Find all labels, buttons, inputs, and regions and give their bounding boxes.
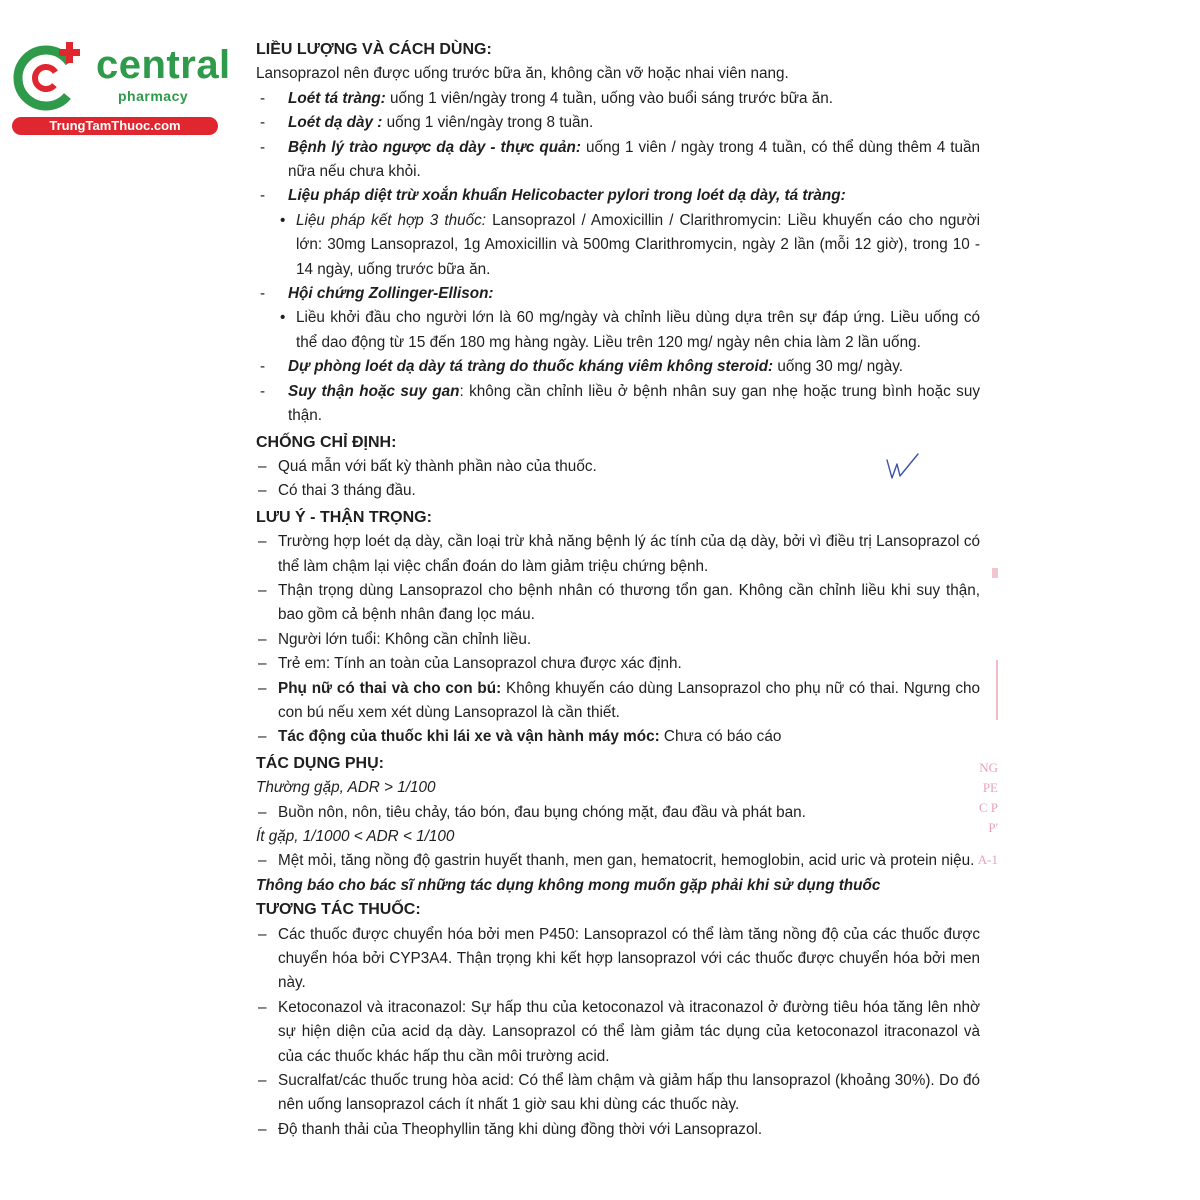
logo-subtitle: pharmacy — [118, 88, 189, 104]
side-effects-notice: Thông báo cho bác sĩ những tác dụng không mong muốn gặp phải khi sử dụng thuốc — [256, 876, 881, 894]
logo-brand-name: central — [96, 43, 231, 87]
stamp-fragment: PE — [982, 780, 998, 795]
central-pharmacy-logo[interactable] — [8, 36, 231, 136]
caution-driving: – Tác động của thuốc khi lái xe và vận hành máy móc: Chưa có báo cáo — [256, 725, 980, 749]
contraindication-item: – Quá mẫn với bất kỳ thành phần nào của thuốc. — [256, 455, 980, 479]
stamp-fragment: P' — [988, 820, 998, 835]
dosage-intro: Lansoprazol nên được uống trước bữa ăn, không cần vỡ hoặc nhai viên nang. — [256, 65, 789, 83]
dosage-item: - Loét dạ dày : uống 1 viên/ngày trong 8 tuần. — [256, 111, 980, 135]
interaction-item: – Sucralfat/các thuốc trung hòa acid: Có thể làm chậm và giảm hấp thu lansoprazol (khoảng 30%). Do đó nên uống lansoprazol cách ít nhất 1 giờ sau khi dùng các thuốc này. — [256, 1069, 980, 1118]
stamp-fragment: NG — [979, 760, 998, 775]
side-effects-heading: TÁC DỤNG PHỤ: — [256, 754, 384, 772]
stamp-fragment: C P — [978, 800, 998, 815]
stamp-fragment: A-1 — [977, 852, 998, 867]
caution-item: – Trẻ em: Tính an toàn của Lansoprazol chưa được xác định. — [256, 652, 980, 676]
interaction-item: – Các thuốc được chuyển hóa bởi men P450: Lansoprazol có thể làm tăng nồng độ của các thuốc được chuyển hóa bởi CYP3A4. Thận trọng khi kết hợp lansoprazol với các thuốc được chuyển hóa bởi men này. — [256, 923, 980, 996]
side-effects-uncommon-label: Ít gặp, 1/1000 < ADR < 1/100 — [256, 828, 455, 845]
contraindication-item: – Có thai 3 tháng đầu. — [256, 479, 980, 503]
dosage-heading: LIỀU LƯỢNG VÀ CÁCH DÙNG: — [256, 41, 492, 58]
interactions-heading: TƯƠNG TÁC THUỐC: — [256, 901, 421, 919]
interaction-item: – Ketoconazol và itraconazol: Sự hấp thu của ketoconazol và itraconazol ở đường tiêu hóa tăng lên nhờ sự hiện diện của acid dạ dày. Lansoprazol có thể làm giảm tác dụng của ketoconazol itraconazol và của các thuốc khác hấp thu cần môi trường acid. — [256, 996, 980, 1069]
handwritten-signature — [884, 452, 922, 482]
caution-pregnancy: – Phụ nữ có thai và cho con bú: Không khuyến cáo dùng Lansoprazol cho phụ nữ có thai. Ngưng cho con bú nếu xem xét dùng Lansoprazol là cần thiết. — [256, 677, 980, 726]
side-effects-common-label: Thường gặp, ADR > 1/100 — [256, 779, 436, 797]
zollinger-bullet: • Liều khởi đầu cho người lớn là 60 mg/ngày và chỉnh liều dùng dựa trên sự đáp ứng. Liều uống có thể dao động từ 15 đến 180 mg hàng ngày. Liều trên 120 mg/ ngày nên chia làm 2 lần uống. — [256, 306, 980, 355]
interaction-item: – Độ thanh thải của Theophyllin tăng khi dùng đồng thời với Lansoprazol. — [256, 1118, 980, 1142]
nsaid-prevention-item: - Dự phòng loét dạ dày tá tràng do thuốc kháng viêm không steroid: uống 30 mg/ ngày. — [256, 355, 980, 379]
renal-hepatic-item: - Suy thận hoặc suy gan: không cần chỉnh liều ở bệnh nhân suy gan nhẹ hoặc trung bình hoặc suy thận. — [256, 380, 980, 429]
caution-item: – Trường hợp loét dạ dày, cần loại trừ khả năng bệnh lý ác tính của dạ dày, bởi vì điều trị Lansoprazol có thể làm chậm lại việc chẩn đoán do làm giảm triệu chứng bệnh. — [256, 530, 980, 579]
leaflet-text — [256, 38, 980, 1142]
faded-stamp — [968, 560, 998, 880]
cautions-heading: LƯU Ý - THẬN TRỌNG: — [256, 508, 432, 526]
side-effects-common-text: – Buồn nôn, nôn, tiêu chảy, táo bón, đau bụng chóng mặt, đau đầu và phát ban. — [256, 801, 980, 825]
zollinger-label: - Hội chứng Zollinger-Ellison: — [256, 282, 980, 306]
dosage-item: - Loét tá tràng: uống 1 viên/ngày trong 4 tuần, uống vào buổi sáng trước bữa ăn. — [256, 87, 980, 111]
side-effects-uncommon-text: – Mệt mỏi, tăng nồng độ gastrin huyết thanh, men gan, hematocrit, hemoglobin, acid uric và protein niệu. — [256, 849, 980, 873]
logo-site-url: TrungTamThuoc.com — [12, 117, 218, 135]
caution-item: – Người lớn tuổi: Không cần chỉnh liều. — [256, 628, 980, 652]
hp-therapy-label: - Liệu pháp diệt trừ xoắn khuẩn Helicobacter pylori trong loét dạ dày, tá tràng: — [256, 184, 980, 208]
hp-therapy-bullet: • Liệu pháp kết hợp 3 thuốc: Lansoprazol / Amoxicillin / Clarithromycin: Liều khuyến cáo cho người lớn: 30mg Lansoprazol, 1g Amoxicillin và 500mg Clarithromycin, ngày 2 lần (mỗi 12 giờ), trong 10 - 14 ngày, uống trước bữa ăn. — [256, 209, 980, 282]
contraindications-heading: CHỐNG CHỈ ĐỊNH: — [256, 433, 397, 451]
caution-item: – Thận trọng dùng Lansoprazol cho bệnh nhân có thương tổn gan. Không cần chỉnh liều khi suy thận, bao gồm cả bệnh nhân đang lọc máu. — [256, 579, 980, 628]
pharmacy-cross-icon — [12, 38, 88, 114]
dosage-item: - Bệnh lý trào ngược dạ dày - thực quản: uống 1 viên / ngày trong 4 tuần, có thể dùng thêm 4 tuần nữa nếu chưa khỏi. — [256, 136, 980, 185]
